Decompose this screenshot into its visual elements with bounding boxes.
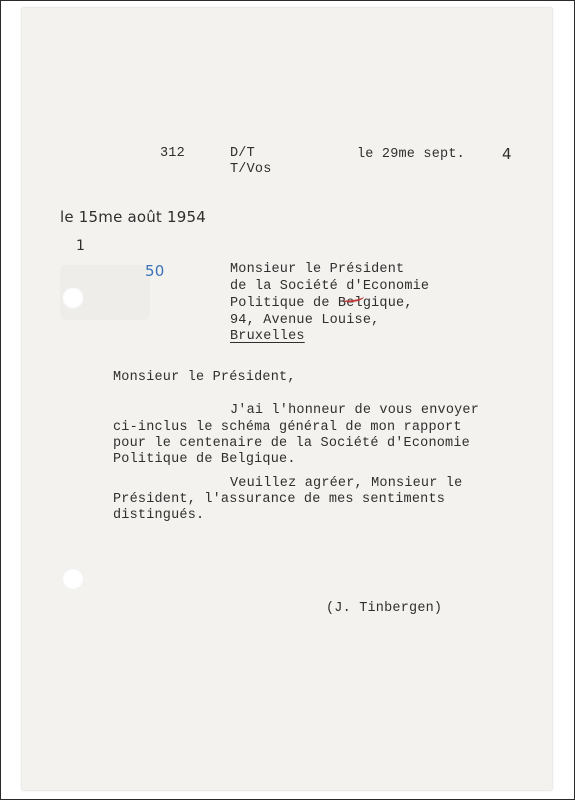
date-typed: le 29me sept. (357, 147, 465, 162)
punch-hole-bottom (62, 568, 84, 590)
address-city: Bruxelles (230, 329, 305, 344)
letter-sheet (22, 8, 552, 790)
body-p1-line-4: Politique de Belgique. (113, 452, 296, 467)
body-p2-line-3: distingués. (113, 508, 205, 523)
body-p2-line-2: Président, l'assurance de mes sentiments (113, 492, 446, 507)
margin-note: 50 (145, 262, 165, 280)
annex-mark: 1 (76, 238, 86, 254)
salutation: Monsieur le Président, (113, 370, 296, 385)
address-line-1: Monsieur le Président (230, 262, 405, 277)
punch-hole-top (62, 287, 84, 309)
letter-number: 312 (160, 146, 185, 161)
signature: (J. Tinbergen) (326, 601, 443, 616)
body-p1-line-1: J'ai l'honneur de vous envoyer (230, 403, 480, 418)
address-line-4: 94, Avenue Louise, (230, 313, 380, 328)
body-p1-line-2: ci-inclus le schéma général de mon rapport (113, 420, 462, 435)
handwritten-date: le 15me août 1954 (60, 208, 206, 226)
body-p1-line-3: pour le centenaire de la Société d'Economie (113, 436, 470, 451)
reference-line-2: T/Vos (230, 162, 272, 177)
body-p2-line-1: Veuillez agréer, Monsieur le (230, 476, 463, 491)
date-handwritten-digit: 4 (502, 145, 512, 163)
reference-line-1: D/T (230, 146, 255, 161)
address-line-3: Politique de Belgique, (230, 296, 413, 311)
address-line-2: de la Société d'Economie (230, 279, 430, 294)
